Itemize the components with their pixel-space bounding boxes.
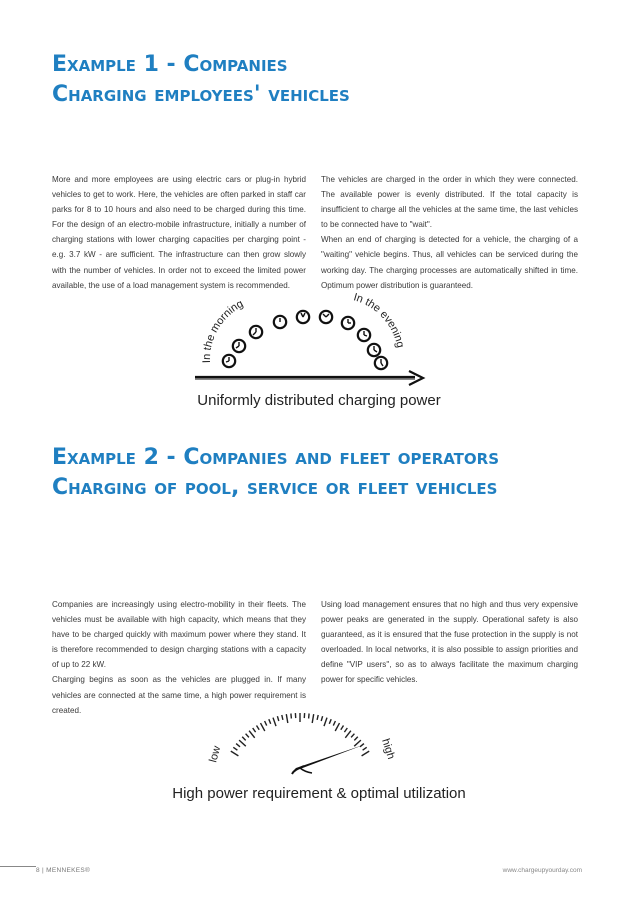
clock-icon — [368, 344, 380, 356]
example2-heading-line1: Example 2 - Companies and fleet operators — [52, 445, 500, 470]
gauge-needle — [292, 744, 366, 774]
example2-left-paragraph-2: Charging begins as soon as the vehicles are plugged in. If many vehicles are connected at the same time, a high power requirement is created. — [52, 675, 306, 715]
clock-icon — [274, 316, 286, 328]
gauge-tick — [236, 744, 240, 747]
arrow-right-icon — [195, 371, 423, 385]
gauge-tick — [351, 734, 354, 738]
example2-right-column — [321, 597, 578, 688]
gauge-tick — [233, 747, 237, 750]
gauge-tick — [335, 723, 339, 731]
clock-icon — [233, 340, 245, 352]
example2-right-paragraph: Using load management ensures that no high and thus very expensive power peaks are generated in the supply. Operational safety is also guaranteed, as it is ensured that the fuse protection in the supply is not overloaded. In local networks, it is also possible to assign priorities and define "VIP users", so as to always facilitate the maximum charging power for specific vehicles. — [321, 600, 578, 685]
example2-heading — [52, 443, 499, 503]
example2-caption: High power requirement & optimal utilization — [172, 785, 466, 802]
example1-caption: Uniformly distributed charging power — [197, 392, 441, 409]
gauge-tick — [362, 751, 370, 756]
example1-right-paragraph-2: When an end of charging is detected for a vehicle, the charging of a "waiting" vehicle begins. Thus, all vehicles can be serviced during the working day. The charging processes are automatically shifted in time. Optimum power distribution is guaranteed. — [321, 235, 578, 290]
gauge-tick — [249, 731, 255, 738]
footer-divider — [0, 866, 36, 867]
clock-icon — [320, 311, 332, 323]
footer-page-number: 8 | MENNEKES® — [36, 867, 91, 874]
example1-heading-line2: Charging employees' vehicles — [52, 82, 350, 107]
gauge-tick — [282, 715, 283, 720]
gauge-tick — [246, 734, 249, 738]
gauge-tick — [269, 719, 271, 724]
footer-url: www.chargeupyourday.com — [502, 867, 582, 874]
gauge-tick — [239, 740, 246, 746]
clock-arc-figure — [195, 290, 435, 390]
example2-left-paragraph-1: Companies are increasingly using electro-mobility in their fleets. The vehicles must be available with high capacity, which means that they have to be charged quickly with maximum power where they stand. It is therefore recommended to design charging stations with a capacity of up to 22 kW. — [52, 600, 306, 670]
example1-left-paragraph: More and more employees are using electric cars or plug-in hybrid vehicles to get to work. Here, the vehicles are often parked in staff car parks for 8 to 10 hours and also need to be charged during this time. For the design of an electro-mobile infrastructure, initially a number of charging stations with lower charging capacities per charging point - e.g. 3.7 kW - are sufficient. The infrastructure can then grow slowly with the number of vehicles. In order not to exceed the limited power available, the use of a load management system is recommended. — [52, 175, 306, 290]
gauge-tick — [354, 737, 358, 741]
gauge-tick — [312, 714, 314, 723]
gauge-high-label: high — [379, 737, 397, 761]
gauge-tick — [231, 751, 239, 756]
gauge-tick — [273, 718, 276, 727]
gauge-tick — [317, 715, 318, 720]
gauge-tick — [291, 714, 292, 719]
example1-right-column — [321, 172, 578, 293]
evening-label: In the evening — [352, 291, 407, 349]
example1-heading — [52, 50, 350, 110]
example1-heading-line1: Example 1 - Companies — [52, 52, 288, 77]
gauge-tick — [344, 728, 347, 732]
gauge-tick — [309, 714, 310, 719]
clock-icon — [223, 355, 235, 367]
clock-icon — [250, 326, 262, 338]
gauge-tick — [363, 747, 367, 750]
clock-icon — [358, 329, 370, 341]
clock-icon — [342, 317, 354, 329]
gauge-tick — [321, 716, 322, 721]
example2-heading-line2: Charging of pool, service or fleet vehicles — [52, 475, 498, 500]
gauge-tick — [333, 721, 335, 726]
gauge-low-label: low — [207, 744, 224, 764]
gauge-tick — [354, 740, 361, 746]
gauge-tick — [329, 719, 331, 724]
clock-icon — [375, 357, 387, 369]
clock-icon — [297, 311, 309, 323]
gauge-tick — [261, 723, 265, 731]
gauge-tick — [286, 714, 288, 723]
gauge-tick — [360, 744, 364, 747]
gauge-tick — [265, 721, 267, 726]
gauge-tick — [324, 718, 327, 727]
gauge-tick — [242, 737, 246, 741]
gauge-tick — [277, 716, 278, 721]
gauge-tick — [257, 726, 260, 730]
gauge-tick — [253, 728, 256, 732]
gauge-icon — [200, 700, 400, 780]
example1-right-paragraph-1: The vehicles are charged in the order in which they were connected. The available power is evenly distributed. If the total capacity is insufficient to charge all the vehicles at the same time, the last vehicles to be connected have to "wait". — [321, 175, 578, 230]
morning-label: In the morning — [200, 297, 246, 364]
example1-left-column — [52, 172, 306, 293]
gauge-tick — [345, 731, 351, 738]
gauge-tick — [341, 726, 344, 730]
